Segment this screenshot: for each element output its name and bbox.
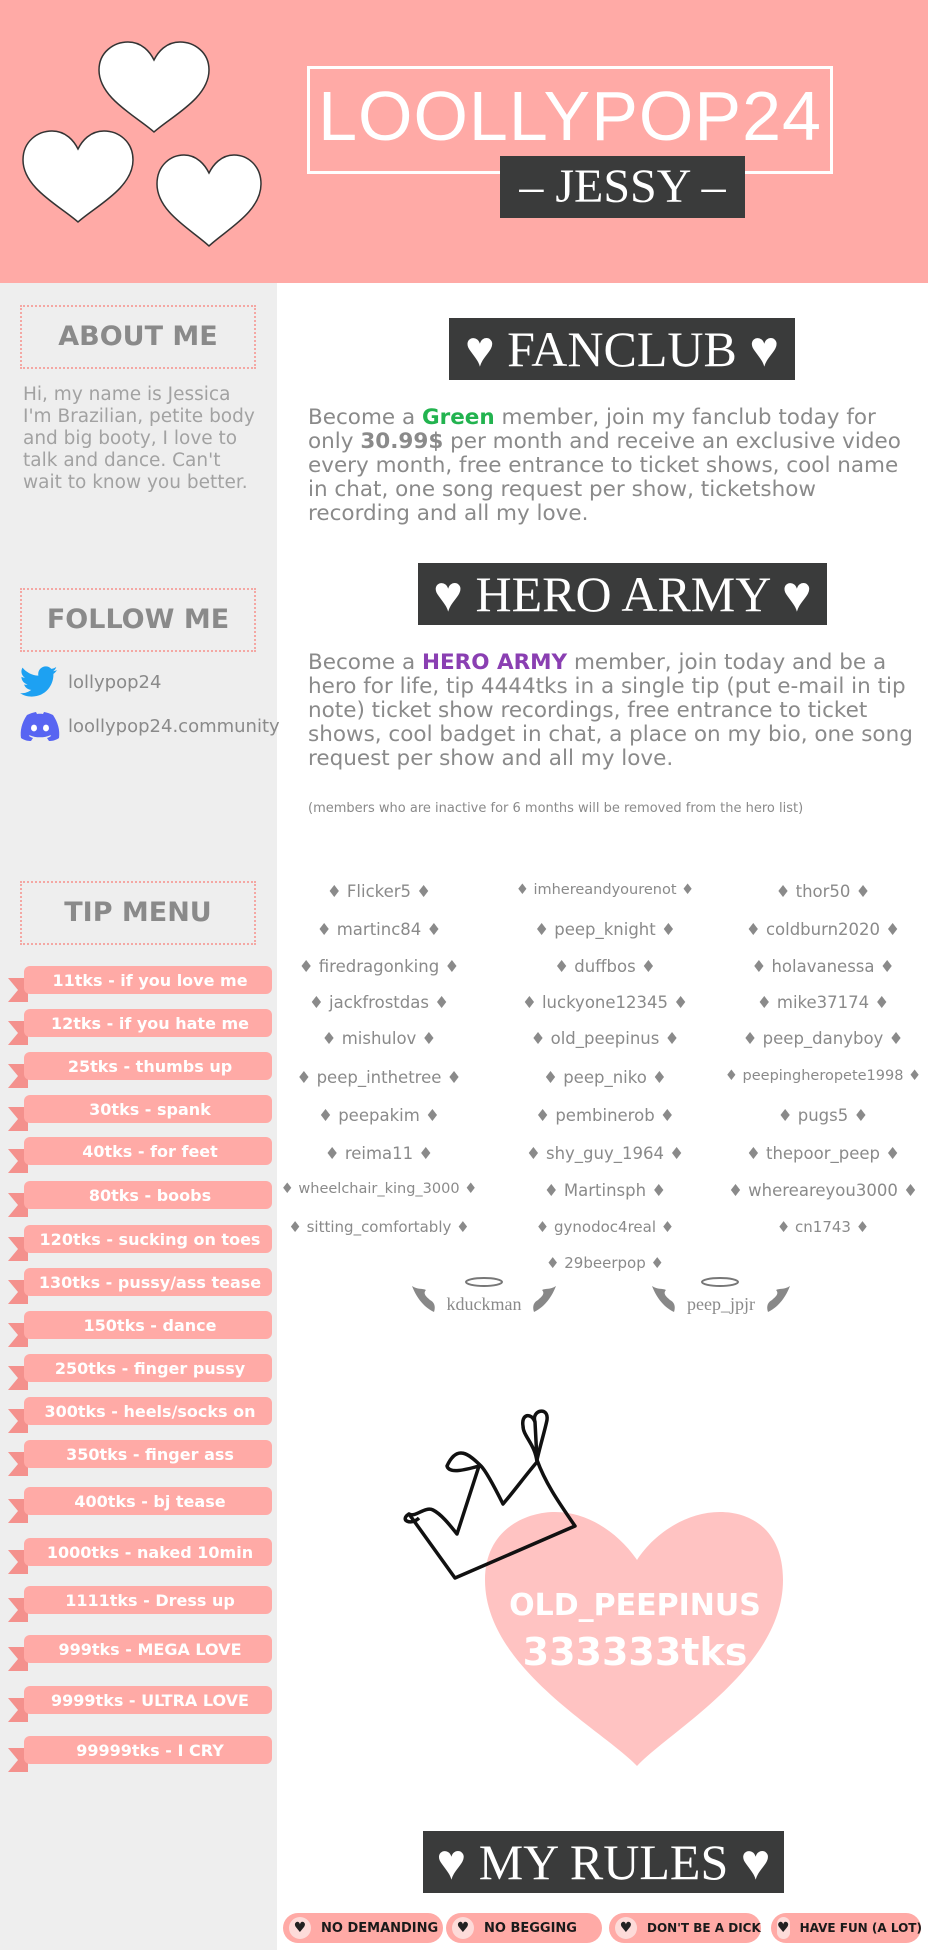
tip-menu-item bbox=[6, 1137, 272, 1167]
king-badge bbox=[385, 1400, 805, 1800]
hero-member: ♦ peep_niko ♦ bbox=[543, 1068, 667, 1087]
hero-member: ♦ imhereandyourenot ♦ bbox=[515, 882, 695, 898]
hero-army-note: (members who are inactive for 6 months will be removed from the hero list) bbox=[308, 801, 804, 816]
tip-menu-item bbox=[6, 1225, 272, 1255]
angel-hero bbox=[650, 1272, 792, 1318]
hero-member: ♦ peep_knight ♦ bbox=[534, 920, 676, 939]
hero-member: ♦ 29beerpop ♦ bbox=[546, 1254, 664, 1272]
hero-member: ♦ peep_inthetree ♦ bbox=[296, 1068, 462, 1087]
rule-badge bbox=[283, 1913, 443, 1943]
hero-member: ♦ pugs5 ♦ bbox=[777, 1106, 869, 1125]
heart-icon: ♥ bbox=[777, 1917, 790, 1939]
tip-menu-item-label: 40tks - for feet bbox=[82, 1142, 218, 1161]
about-heading: ABOUT ME bbox=[20, 305, 256, 369]
tip-menu-item-label: 80tks - boobs bbox=[88, 1186, 212, 1205]
hero-member: ♦ peepingheropete1998 ♦ bbox=[724, 1068, 922, 1084]
hero-member: ♦ mishulov ♦ bbox=[321, 1029, 437, 1048]
tip-menu-item bbox=[6, 1052, 272, 1082]
angel-hero-name: peep_jpjr bbox=[687, 1294, 755, 1314]
tip-menu-item bbox=[6, 1736, 272, 1766]
tip-menu-item-label: 9999tks - ULTRA LOVE bbox=[51, 1691, 249, 1710]
rule-label: HAVE FUN (A LOT) bbox=[799, 1921, 922, 1935]
tip-menu-item bbox=[6, 1311, 272, 1341]
hero-member: ♦ coldburn2020 ♦ bbox=[745, 920, 901, 939]
hero-member: ♦ martinc84 ♦ bbox=[316, 920, 442, 939]
follow-heading: FOLLOW ME bbox=[20, 588, 256, 652]
discord-handle: loollypop24.community bbox=[68, 715, 280, 737]
hero-army-title: ♥ HERO ARMY ♥ bbox=[418, 563, 827, 625]
tip-menu-item bbox=[6, 966, 272, 996]
twitter-handle: lollypop24 bbox=[68, 671, 162, 693]
tip-menu-item-label: 12tks - if you hate me bbox=[50, 1014, 250, 1033]
hero-member: ♦ gynodoc4real ♦ bbox=[535, 1218, 675, 1236]
tip-menu-item-label: 400tks - bj tease bbox=[74, 1492, 226, 1511]
hero-member: ♦ shy_guy_1964 ♦ bbox=[525, 1144, 685, 1163]
hero-member: ♦ peep_danyboy ♦ bbox=[742, 1029, 904, 1048]
twitter-link[interactable] bbox=[20, 664, 161, 700]
hero-member: ♦ firedragonking ♦ bbox=[298, 957, 460, 976]
tip-menu-item bbox=[6, 1586, 272, 1616]
tip-menu-item-label: 99999tks - I CRY bbox=[76, 1741, 224, 1760]
hero-member: ♦ jackfrostdas ♦ bbox=[309, 993, 449, 1012]
header-banner bbox=[0, 0, 928, 283]
tip-menu-heading: TIP MENU bbox=[20, 881, 256, 945]
hero-member: ♦ whereareyou3000 ♦ bbox=[728, 1181, 918, 1200]
discord-icon bbox=[20, 711, 60, 741]
tip-menu-item bbox=[6, 1354, 272, 1384]
tip-menu-item bbox=[6, 1538, 272, 1568]
tip-menu-item bbox=[6, 1397, 272, 1427]
heart-icon: ♥ bbox=[452, 1917, 474, 1939]
about-text: Hi, my name is Jessica I'm Brazilian, petite body and big booty, I love to talk and dance. Can't wait to know you better. bbox=[23, 384, 255, 493]
hero-member: ♦ peepakim ♦ bbox=[318, 1106, 440, 1125]
tip-menu-item bbox=[6, 1268, 272, 1298]
tip-menu-item bbox=[6, 1487, 272, 1517]
tip-menu-item bbox=[6, 1095, 272, 1125]
heart-icon bbox=[154, 152, 264, 250]
king-amount: 333333tks bbox=[522, 1630, 748, 1674]
tip-menu-item-label: 250tks - finger pussy bbox=[54, 1359, 246, 1378]
hero-member: ♦ mike37174 ♦ bbox=[756, 993, 890, 1012]
angel-hero-name: kduckman bbox=[446, 1294, 522, 1314]
page-subtitle: – JESSY – bbox=[500, 156, 745, 218]
hero-member: ♦ duffbos ♦ bbox=[554, 957, 656, 976]
heart-icon: ♥ bbox=[615, 1917, 637, 1939]
heart-icon bbox=[20, 128, 136, 226]
tip-menu-item-label: 25tks - thumbs up bbox=[67, 1057, 233, 1076]
tip-menu-item-label: 130tks - pussy/ass tease bbox=[38, 1273, 262, 1292]
discord-link[interactable] bbox=[20, 708, 280, 744]
hero-army-description: Become a HERO ARMY member, join today and be a hero for life, tip 4444tks in a single tip (put e-mail in tip note) ticket show recordings, free entrance to ticket shows, cool badget in chat, a place on my bio, one song request per show and all my love. bbox=[308, 650, 913, 771]
fanclub-highlight: Green bbox=[421, 405, 495, 430]
tip-menu-item bbox=[6, 1009, 272, 1039]
heart-icon bbox=[96, 40, 212, 136]
hero-member: ♦ thepoor_peep ♦ bbox=[745, 1144, 901, 1163]
hero-member: ♦ luckyone12345 ♦ bbox=[521, 993, 689, 1012]
angel-hero bbox=[408, 1272, 560, 1318]
hero-member: ♦ sitting_comfortably ♦ bbox=[288, 1218, 470, 1236]
twitter-icon bbox=[20, 666, 58, 698]
rule-badge bbox=[609, 1913, 761, 1943]
tip-menu-item-label: 1000tks - naked 10min bbox=[46, 1543, 254, 1562]
tip-menu-item bbox=[6, 1440, 272, 1470]
tip-menu-item-label: 11tks - if you love me bbox=[52, 971, 248, 990]
rule-label: NO BEGGING bbox=[484, 1920, 577, 1936]
tip-menu-item-label: 120tks - sucking on toes bbox=[39, 1230, 261, 1249]
fanclub-price: 30.99$ bbox=[360, 429, 444, 454]
tip-menu-item bbox=[6, 1181, 272, 1211]
hero-member: ♦ cn1743 ♦ bbox=[776, 1218, 870, 1236]
tip-menu-item bbox=[6, 1635, 272, 1665]
tip-menu-item-label: 150tks - dance bbox=[83, 1316, 217, 1335]
hero-member: ♦ Martinsph ♦ bbox=[543, 1181, 667, 1200]
rule-badge bbox=[446, 1913, 602, 1943]
rules-title: ♥ MY RULES ♥ bbox=[423, 1831, 784, 1893]
hero-army-highlight: HERO ARMY bbox=[421, 650, 568, 675]
rule-badge bbox=[771, 1913, 921, 1943]
tip-menu-item-label: 300tks - heels/socks on bbox=[44, 1402, 256, 1421]
rule-label: DON'T BE A DICK bbox=[647, 1921, 761, 1935]
page-title: LOOLLYPOP24 bbox=[318, 77, 822, 155]
fanclub-title: ♥ FANCLUB ♥ bbox=[449, 318, 795, 380]
hero-member: ♦ wheelchair_king_3000 ♦ bbox=[280, 1181, 478, 1197]
tip-menu-item-label: 999tks - MEGA LOVE bbox=[58, 1640, 242, 1659]
hero-member: ♦ Flicker5 ♦ bbox=[326, 882, 432, 901]
hero-member: ♦ reima11 ♦ bbox=[324, 1144, 434, 1163]
fanclub-description: Become a Green member, join my fanclub today for only 30.99$ per month and receive an exclusive video every month, free entrance to ticket shows, cool name in chat, one song request per show, ticketshow recording and all my love. bbox=[308, 405, 901, 526]
tip-menu-item-label: 30tks - spank bbox=[89, 1100, 211, 1119]
tip-menu-item-label: 1111tks - Dress up bbox=[65, 1591, 235, 1610]
crown-icon bbox=[385, 1400, 645, 1600]
heart-icon: ♥ bbox=[289, 1917, 311, 1939]
hero-member: ♦ thor50 ♦ bbox=[775, 882, 871, 901]
tip-menu-item bbox=[6, 1686, 272, 1716]
hero-member: ♦ holavanessa ♦ bbox=[751, 957, 895, 976]
hero-member: ♦ old_peepinus ♦ bbox=[530, 1029, 680, 1048]
king-name: OLD_PEEPINUS bbox=[509, 1588, 761, 1623]
tip-menu-item-label: 350tks - finger ass bbox=[66, 1445, 234, 1464]
rule-label: NO DEMANDING bbox=[321, 1920, 439, 1936]
hero-member: ♦ pembinerob ♦ bbox=[535, 1106, 675, 1125]
